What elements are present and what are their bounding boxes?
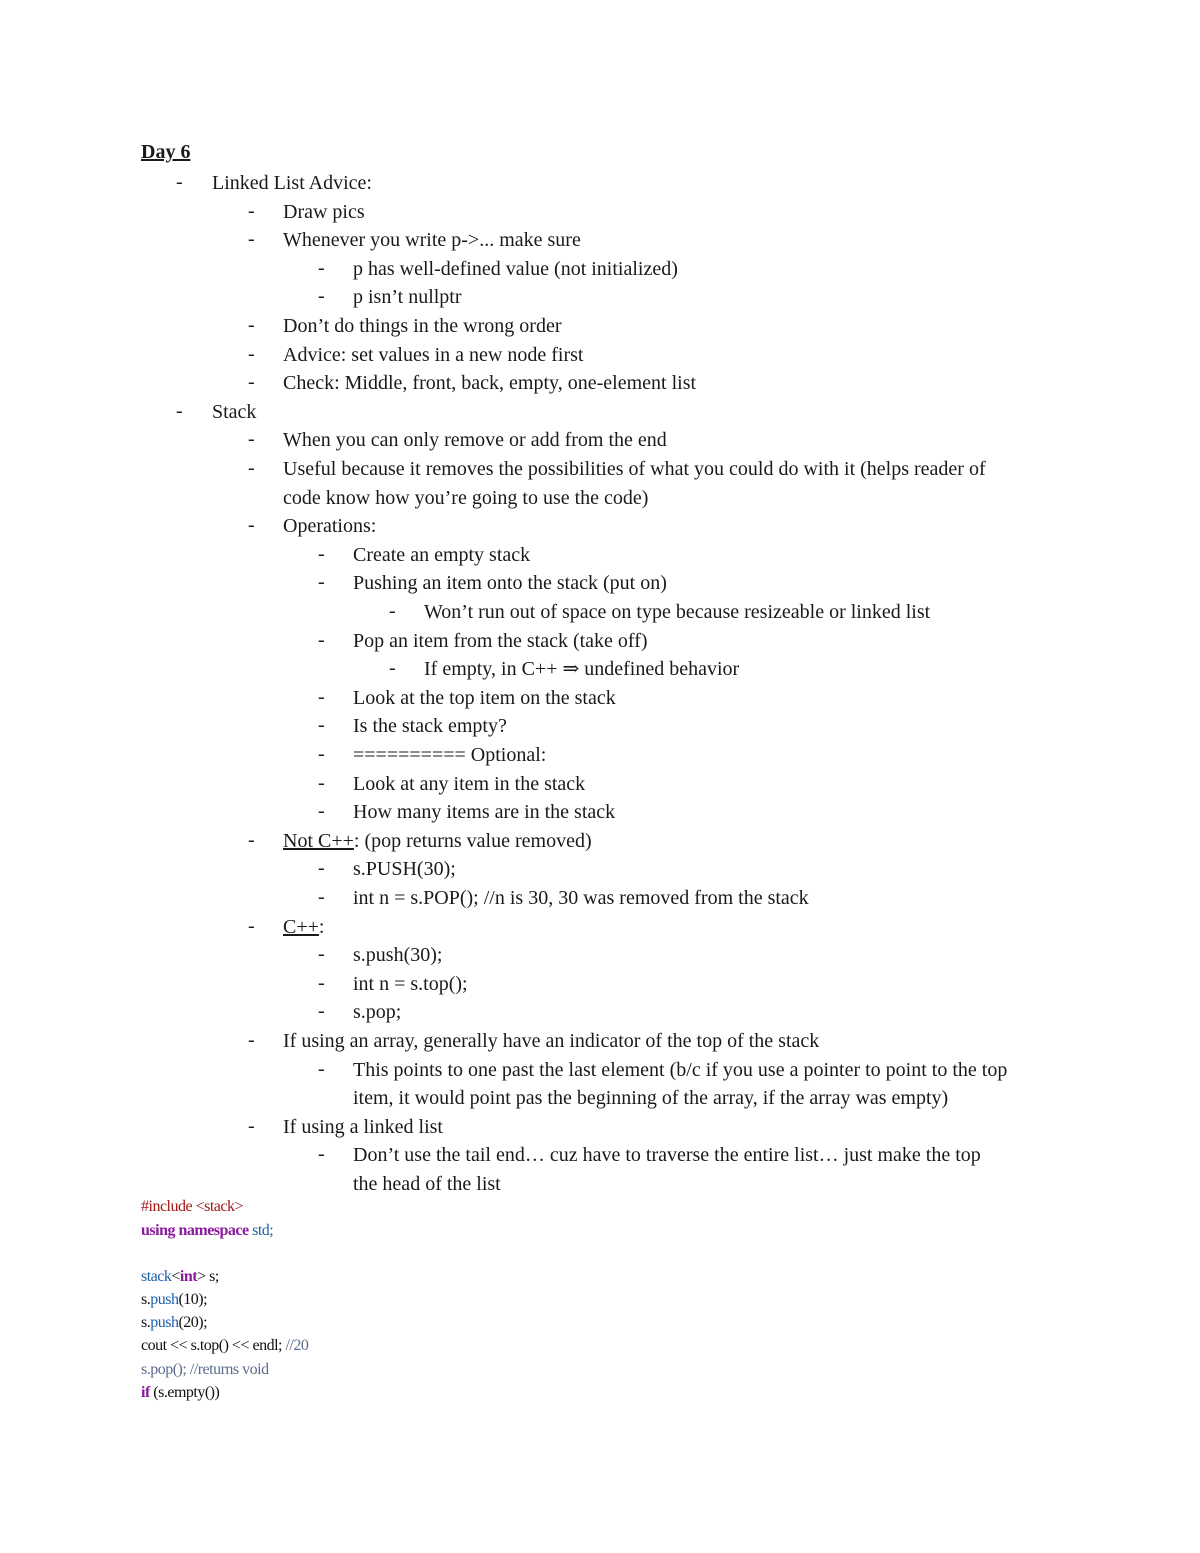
bullet-dash: - <box>248 828 255 851</box>
code-comment: //20 <box>281 1337 309 1354</box>
outline-line <box>283 1027 819 1056</box>
outline-line <box>353 1056 1007 1085</box>
bullet-dash: - <box>318 857 325 880</box>
line-text: Don’t use the tail end… cuz have to traverse the entire list… just make the top <box>353 1144 981 1167</box>
line-text: Stack <box>212 400 257 423</box>
bullet-dash: - <box>318 943 325 966</box>
code-int-keyword: int <box>179 1268 198 1285</box>
bullet-dash: - <box>318 628 325 651</box>
bullet-dash: - <box>248 914 255 937</box>
code-line-decl <box>141 1265 219 1288</box>
code-stack-type: stack <box>141 1268 172 1285</box>
bullet-dash: - <box>248 371 255 394</box>
line-text: item, it would point pas the beginning of the array, if the array was empty) <box>353 1087 949 1110</box>
outline-line <box>283 913 324 942</box>
code-if-rest: (s.empty()) <box>149 1384 220 1401</box>
code-line-push1 <box>141 1288 207 1311</box>
line-text: Linked List Advice: <box>212 172 372 194</box>
outline-line <box>283 827 592 856</box>
line-text: How many items are in the stack <box>353 801 616 824</box>
line-text: Draw pics <box>283 200 365 223</box>
bullet-dash: - <box>248 228 255 251</box>
line-text: Is the stack empty? <box>353 715 507 738</box>
line-text: Whenever you write p->... make sure <box>283 229 581 252</box>
underlined-label: C++ <box>283 915 319 938</box>
outline-line <box>424 598 930 627</box>
bullet-dash: - <box>248 428 255 451</box>
code-push-fn: push <box>150 1291 179 1308</box>
outline-line <box>283 341 583 370</box>
outline-line <box>353 255 678 284</box>
bullet-dash: - <box>318 714 325 737</box>
code-push-arg: (10); <box>178 1291 208 1308</box>
bullet-dash: - <box>318 971 325 994</box>
code-line-push2 <box>141 1311 207 1334</box>
bullet-dash: - <box>318 285 325 308</box>
bullet-dash: - <box>318 1057 325 1080</box>
line-text: Check: Middle, front, back, empty, one-element list <box>283 372 697 395</box>
line-text: If empty, in C++ ⇒ undefined behavior <box>424 658 740 681</box>
bullet-dash: - <box>176 399 183 422</box>
code-push-arg: (20); <box>178 1314 208 1331</box>
line-text: p has well-defined value (not initialized) <box>353 257 678 280</box>
outline-line <box>353 770 585 799</box>
line-text: Won’t run out of space on type because resizeable or linked list <box>424 601 931 623</box>
code-line-pop <box>141 1358 269 1381</box>
bullet-dash: - <box>176 171 183 193</box>
line-text: the head of the list <box>353 1173 501 1195</box>
bullet-dash: - <box>318 743 325 765</box>
line-text: int n = s.POP(); //n is 30, 30 was removed from the stack <box>353 887 809 909</box>
bullet-dash: - <box>248 1114 255 1137</box>
outline-line <box>353 741 546 770</box>
code-cout: cout << s.top() << endl; <box>141 1337 282 1354</box>
bullet-dash: - <box>248 314 255 336</box>
bullet-dash: - <box>318 886 325 908</box>
outline-line <box>353 998 401 1027</box>
outline-line <box>353 1170 501 1199</box>
outline-line <box>212 398 256 427</box>
outline-line <box>353 970 468 999</box>
bullet-dash: - <box>248 199 255 222</box>
outline-line <box>353 884 809 913</box>
bullet-dash: - <box>318 771 325 794</box>
line-text: Create an empty stack <box>353 543 531 566</box>
code-if-keyword: if <box>141 1384 150 1401</box>
outline-line <box>283 312 562 341</box>
line-text: If using a linked list <box>283 1115 443 1138</box>
line-text: Look at any item in the stack <box>353 772 586 795</box>
bullet-dash: - <box>318 256 325 279</box>
outline-line <box>212 169 372 198</box>
label-separator: : <box>318 915 325 938</box>
code-push-fn: push <box>150 1314 179 1331</box>
bullet-dash: - <box>248 457 255 479</box>
bullet-dash: - <box>248 1029 255 1051</box>
outline-line <box>283 484 648 513</box>
label-separator: : <box>353 829 365 852</box>
outline-line <box>353 798 615 827</box>
outline-line <box>353 283 462 312</box>
line-text: s.pop; <box>353 1001 402 1024</box>
line-text: Useful because it removes the possibilities of what you could do with it (helps reader of <box>283 458 986 480</box>
outline-line <box>353 712 507 741</box>
code-include: #include <stack> <box>141 1198 244 1215</box>
line-text: Advice: set values in a new node first <box>283 343 584 366</box>
code-line-if <box>141 1381 219 1404</box>
outline-line <box>283 198 365 227</box>
line-text: (pop returns value removed) <box>364 829 592 852</box>
code-std: std; <box>252 1222 274 1239</box>
line-text: This points to one past the last element (b/c if you use a pointer to point to the top <box>353 1058 1008 1081</box>
outline-line <box>283 426 667 455</box>
bullet-dash: - <box>318 1000 325 1023</box>
outline-line <box>424 655 739 684</box>
line-text: If using an array, generally have an indicator of the top of the stack <box>283 1030 820 1052</box>
code-decl-rest: > s; <box>197 1268 219 1285</box>
bullet-dash: - <box>248 514 255 537</box>
bullet-dash: - <box>318 571 325 594</box>
line-text: int n = s.top(); <box>353 972 468 995</box>
line-text: code know how you’re going to use the code) <box>283 486 649 509</box>
code-line-include <box>141 1195 243 1218</box>
line-text: s.PUSH(30); <box>353 858 456 881</box>
bullet-dash: - <box>318 542 325 565</box>
bullet-dash: - <box>248 342 255 365</box>
line-text: Operations: <box>283 515 377 538</box>
outline-line <box>283 455 986 484</box>
code-using-keyword: using namespace <box>141 1222 249 1239</box>
line-text: s.push(30); <box>353 944 443 967</box>
outline-line <box>283 369 696 398</box>
code-lt: < <box>171 1268 180 1285</box>
outline-line <box>353 855 456 884</box>
bullet-dash: - <box>318 1143 325 1166</box>
outline-line <box>353 627 648 656</box>
page-title: Day 6 <box>141 141 191 163</box>
bullet-dash: - <box>389 600 396 622</box>
outline-line <box>283 1113 443 1142</box>
outline-line <box>353 1141 981 1170</box>
line-text: Pushing an item onto the stack (put on) <box>353 572 667 595</box>
outline-line <box>353 569 667 598</box>
outline-line <box>353 1084 948 1113</box>
line-text: Pop an item from the stack (take off) <box>353 629 648 652</box>
code-obj: s. <box>141 1291 151 1308</box>
outline-line <box>353 941 442 970</box>
underlined-label: Not C++ <box>283 829 354 852</box>
bullet-dash: - <box>318 685 325 708</box>
code-line-cout <box>141 1334 308 1357</box>
line-text: ========== Optional: <box>353 744 547 766</box>
code-pop-comment: s.pop(); //returns void <box>141 1361 269 1378</box>
outline-line <box>283 512 376 541</box>
outline-line <box>353 541 530 570</box>
line-text: p isn’t nullptr <box>353 286 462 309</box>
line-text: Don’t do things in the wrong order <box>283 315 562 337</box>
line-text: Look at the top item on the stack <box>353 686 616 709</box>
bullet-dash: - <box>389 657 396 680</box>
line-text: When you can only remove or add from the end <box>283 429 667 452</box>
bullet-dash: - <box>318 800 325 823</box>
outline-line <box>353 684 616 713</box>
outline-line <box>283 226 581 255</box>
code-obj: s. <box>141 1314 151 1331</box>
code-line-using <box>141 1219 273 1242</box>
